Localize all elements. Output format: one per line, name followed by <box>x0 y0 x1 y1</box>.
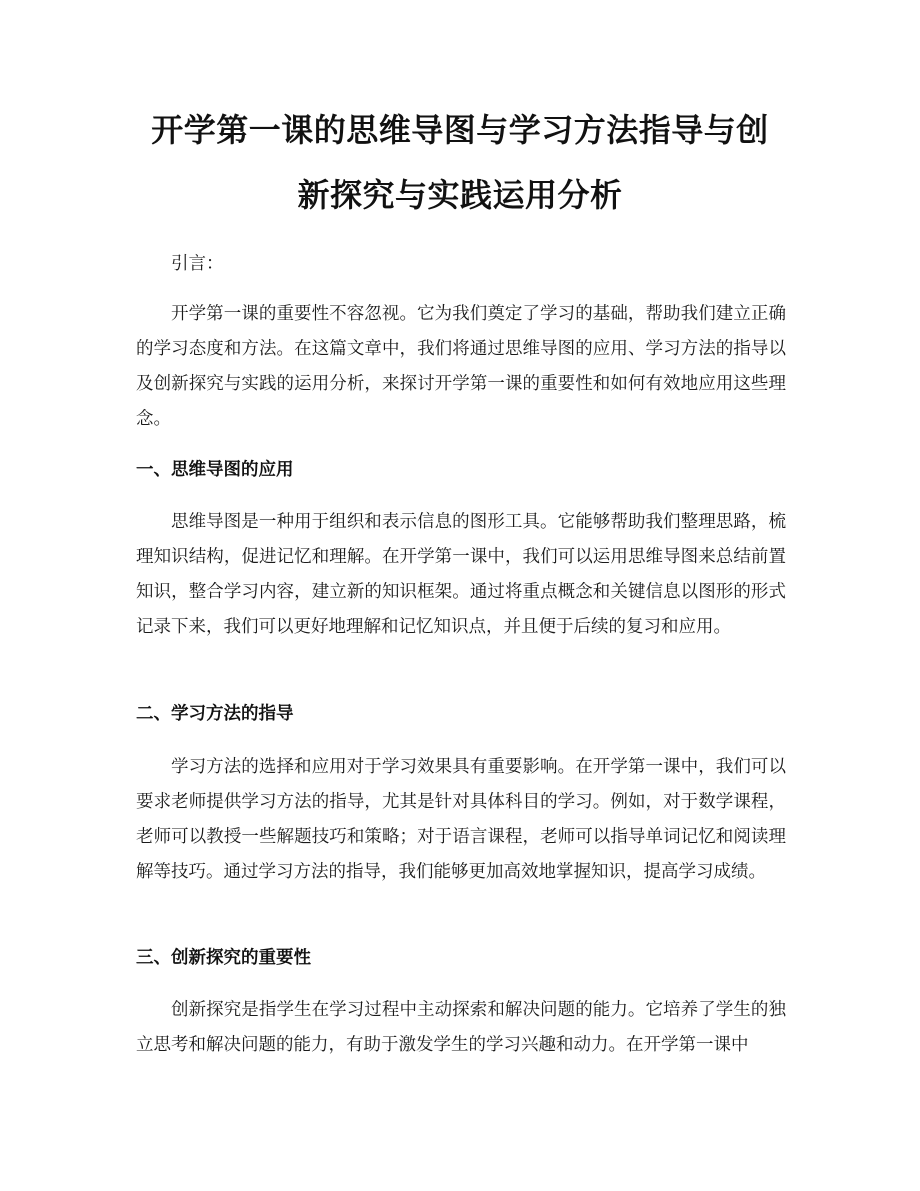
section-paragraph-mind-map: 思维导图是一种用于组织和表示信息的图形工具。它能够帮助我们整理思路，梳理知识结构，促进记忆和理解。在开学第一课中，我们可以运用思维导图来总结前置知识，整合学习内容，建立新的知识框架。通过将重点概念和关键信息以图形的形式记录下来，我们可以更好地理解和记忆知识点，并且便于后续的复习和应用。 <box>136 512 786 637</box>
document-title-line-1: 开学第一课的思维导图与学习方法指导与创 <box>151 111 769 149</box>
intro-paragraph: 开学第一课的重要性不容忽视。它为我们奠定了学习的基础，帮助我们建立正确的学习态度和方法。在这篇文章中，我们将通过思维导图的应用、学习方法的指导以及创新探究与实践的运用分析，来探讨开学第一课的重要性和如何有效地应用这些理念。 <box>136 304 786 429</box>
section-paragraph-innovation: 创新探究是指学生在学习过程中主动探索和解决问题的能力。它培养了学生的独立思考和解决问题的能力，有助于激发学生的学习兴趣和动力。在开学第一课中 <box>136 1000 786 1055</box>
section-heading-study-methods: 二、学习方法的指导 <box>136 704 294 724</box>
section-heading-innovation: 三、创新探究的重要性 <box>136 948 311 968</box>
section-paragraph-study-methods: 学习方法的选择和应用对于学习效果具有重要影响。在开学第一课中，我们可以要求老师提供学习方法的指导，尤其是针对具体科目的学习。例如，对于数学课程，老师可以教授一些解题技巧和策略；对于语言课程，老师可以指导单词记忆和阅读理解等技巧。通过学习方法的指导，我们能够更加高效地掌握知识，提高学习成绩。 <box>136 757 786 882</box>
section-heading-mind-map: 一、思维导图的应用 <box>136 460 294 480</box>
document-title-line-2: 新探究与实践运用分析 <box>297 176 623 214</box>
intro-label: 引言： <box>171 254 224 274</box>
